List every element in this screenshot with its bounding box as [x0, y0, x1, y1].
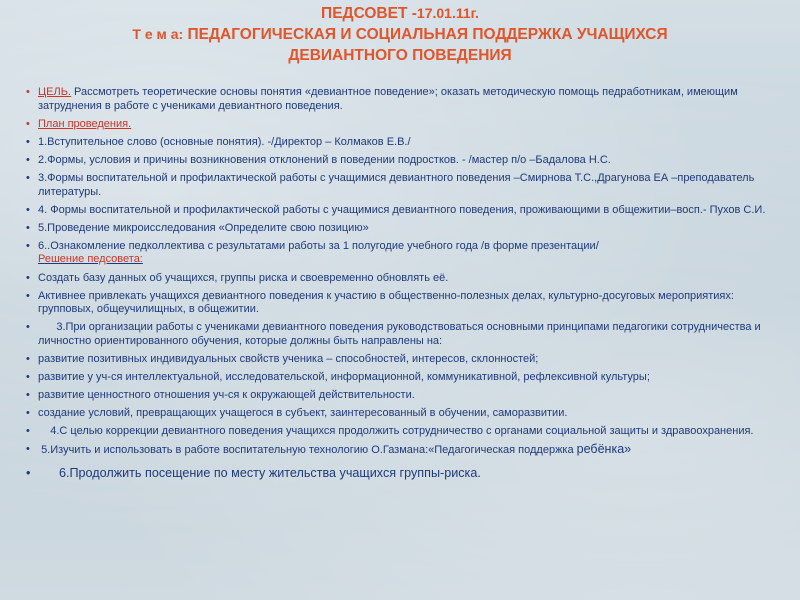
decision-heading-first: Р: [38, 253, 45, 266]
decision-heading-rest: ешение педсовета:: [44, 253, 143, 266]
decision-item: • развитие у уч-ся интеллектуальной, исследовательской, информационной, коммуникативной, рефлексивной культуры;: [26, 371, 782, 385]
decision-item: • Активнее привлекать учащихся девиантного поведения к участию в общественно-полезных делах, культурно-досуговых мероприятиях: групповых, общеучилищных, в общежитии.: [26, 290, 782, 317]
decision-item: • создание условий, превращающих учащегося в субъект, заинтересованный в обучении, саморазвитии.: [26, 407, 782, 421]
plan-item-6: [26, 240, 782, 267]
plan-item-6-text: 6..Ознакомление педколлектива с результатами работы за 1 полугодие учебного года /в форме презентации/: [38, 239, 599, 252]
plan-item: • 5.Проведение микроисследования «Определите свою позицию»: [26, 222, 782, 236]
decision-item-6: • 6.Продолжить посещение по месту жительства учащихся группы-риска.: [26, 466, 782, 481]
slide-title: [0, 3, 800, 66]
goal-text: Рассмотреть теоретические основы понятия «девиантное поведение»; оказать методическую помощь педработникам, имеющим затруднения в работе с учениками девиантного поведения.: [38, 86, 738, 112]
plan-heading: [26, 118, 782, 132]
plan-item: • 1.Вступительное слово (основные понятия). -/Директор – Колмаков Е.В./: [26, 136, 782, 150]
title-pedsovet: ПЕДСОВЕТ -: [321, 5, 417, 22]
plan-item: • 3.Формы воспитательной и профилактической работы с учащимися девиантного поведения –Смирнова Т.С.,Драгунова ЕА –преподаватель литературы.: [26, 172, 782, 199]
decision-item: • Создать базу данных об учащихся, группы риска и своевременно обновлять её.: [26, 272, 782, 286]
tema-text: ПЕДАГОГИЧЕСКАЯ И СОЦИАЛЬНАЯ ПОДДЕРЖКА УЧАЩИХСЯ: [183, 26, 668, 43]
tema-label: Т е м а:: [132, 26, 184, 42]
decision-item-5: [26, 443, 782, 458]
slide-content: [26, 86, 782, 486]
title-line-2: [0, 24, 800, 45]
plan-heading-text: План проведения.: [38, 117, 132, 130]
decision-item-5-text: 5.Изучить и использовать в работе воспитательную технологию О.Газмана:«Педагогическая поддержка: [38, 444, 577, 457]
title-line-1: [0, 3, 800, 24]
title-line-3: ДЕВИАНТНОГО ПОВЕДЕНИЯ: [288, 47, 512, 64]
decision-item: • развитие позитивных индивидуальных свойств ученика – способностей, интересов, склонностей;: [26, 353, 782, 367]
plan-item: • 4. Формы воспитательной и профилактической работы с учащимися девиантного поведения, проживающими в общежитии–восп.- Пухов С.И.: [26, 204, 782, 218]
decision-item: • 3.При организации работы с учениками девиантного поведения руководствоваться основными принципами педагогики сотрудничества и личностно ориентированного обучения, которые должны быть направлены на:: [26, 321, 782, 348]
decision-item-5-end: ребёнка»: [576, 442, 632, 457]
title-date: 17.01.11г.: [416, 5, 479, 21]
goal-label: ЦЕЛЬ.: [38, 86, 71, 98]
plan-item: • 2.Формы, условия и причины возникновения отклонений в поведении подростков. - /мастер п/о –Бадалова Н.С.: [26, 154, 782, 168]
decision-item: • развитие ценностного отношения уч-ся к окружающей действительности.: [26, 389, 782, 403]
decision-item: • 4.С целью коррекции девиантного поведения учащихся продолжить сотрудничество с органами социальной защиты и здравоохранения.: [26, 425, 782, 439]
decision-heading: [38, 253, 143, 265]
goal-item: [26, 86, 782, 113]
